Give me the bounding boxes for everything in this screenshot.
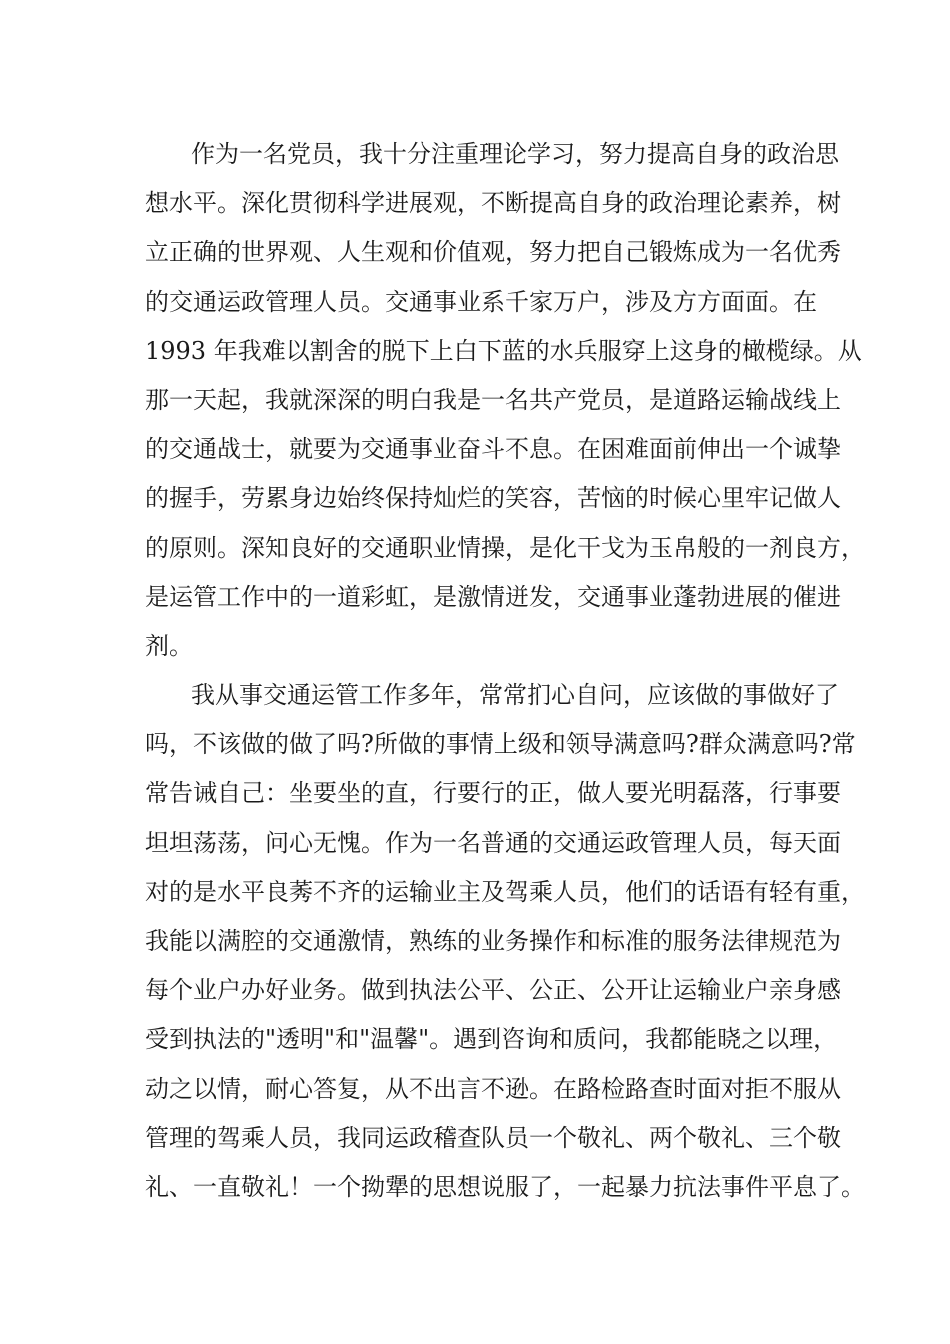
paragraph-line: 1993 年我难以割舍的脱下上白下蓝的水兵服穿上这身的橄榄绿。从	[145, 336, 862, 365]
paragraph-line: 的交通运政管理人员。交通事业系千家万户，涉及方方面面。在	[145, 287, 817, 316]
paragraph-line: 每个业户办好业务。做到执法公平、公正、公开让运输业户亲身感	[145, 976, 841, 1005]
paragraph-line: 礼、一直敬礼！一个拗犟的思想说服了，一起暴力抗法事件平息了。	[145, 1172, 865, 1201]
paragraph-line: 我从事交通运管工作多年，常常扪心自问，应该做的事做好了	[191, 681, 839, 710]
document-body	[145, 130, 865, 1212]
paragraph-line: 的原则。深知良好的交通职业情操，是化干戈为玉帛般的一剂良方，	[145, 533, 865, 562]
paragraph-1	[145, 130, 865, 671]
paragraph-line: 立正确的世界观、人生观和价值观，努力把自己锻炼成为一名优秀	[145, 238, 841, 267]
paragraph-line: 常告诫自己：坐要坐的直，行要行的正，做人要光明磊落，行事要	[145, 779, 841, 808]
paragraph-line: 对的是水平良莠不齐的运输业主及驾乘人员，他们的话语有轻有重，	[145, 877, 865, 906]
paragraph-line: 坦坦荡荡，问心无愧。作为一名普通的交通运政管理人员，每天面	[145, 828, 841, 857]
paragraph-line: 剂。	[145, 631, 193, 660]
paragraph-line: 那一天起，我就深深的明白我是一名共产党员，是道路运输战线上	[145, 385, 841, 414]
paragraph-line: 受到执法的"透明"和"温馨"。遇到咨询和质问，我都能晓之以理，	[145, 1025, 838, 1054]
paragraph-line: 的握手，劳累身边始终保持灿烂的笑容，苦恼的时候心里牢记做人	[145, 484, 841, 513]
paragraph-line: 作为一名党员，我十分注重理论学习，努力提高自身的政治思	[191, 140, 839, 168]
paragraph-line: 我能以满腔的交通激情，熟练的业务操作和标准的服务法律规范为	[145, 927, 841, 955]
paragraph-line: 管理的驾乘人员，我同运政稽查队员一个敬礼、两个敬礼、三个敬	[145, 1123, 841, 1152]
paragraph-line: 动之以情，耐心答复，从不出言不逊。在路检路查时面对拒不服从	[145, 1074, 841, 1103]
paragraph-line: 吗，不该做的做了吗?所做的事情上级和领导满意吗?群众满意吗?常	[145, 730, 856, 759]
paragraph-line: 是运管工作中的一道彩虹，是激情迸发，交通事业蓬勃进展的催进	[145, 582, 841, 611]
paragraph-2	[145, 671, 865, 1212]
paragraph-line: 想水平。深化贯彻科学进展观，不断提高自身的政治理论素养，树	[145, 189, 841, 218]
paragraph-line: 的交通战士，就要为交通事业奋斗不息。在困难面前伸出一个诚挚	[145, 435, 841, 464]
